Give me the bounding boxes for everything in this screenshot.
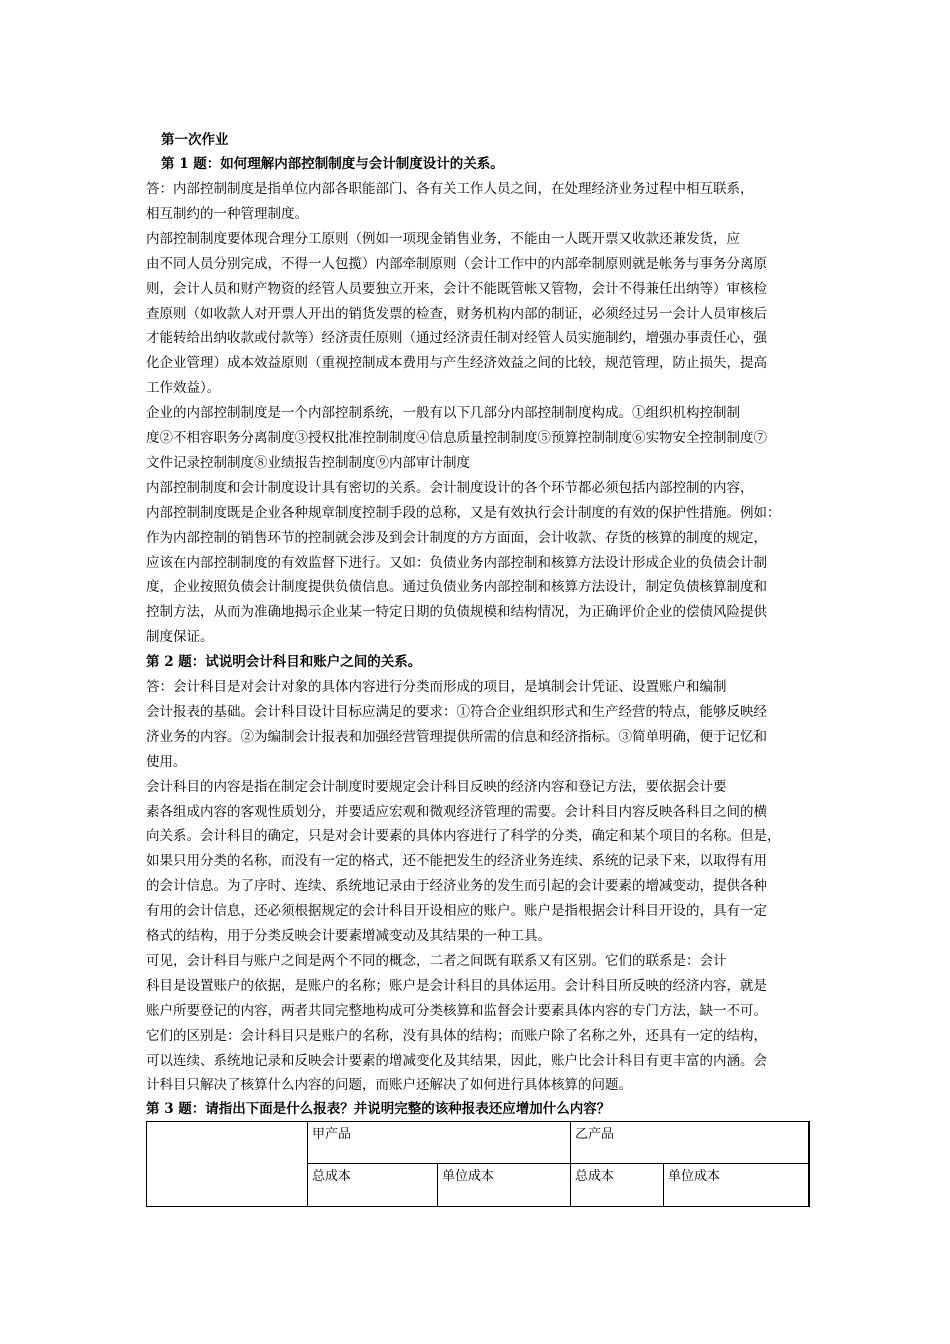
- table-subheader-unit-cost-b: 单位成本: [663, 1163, 810, 1207]
- table-subheader-total-cost-a: 总成本: [307, 1163, 438, 1207]
- answer-text-line: 内部控制制度要体现合理分工原则（例如一项现金销售业务，不能由一人既开票又收款还兼发货，应: [146, 230, 740, 247]
- answer-text-line: 作为内部控制的销售环节的控制就会涉及到会计制度的方方面面，会计收款、存货的核算的制度的规定，: [146, 529, 767, 546]
- answer-text-line: 制度保证。: [146, 629, 214, 646]
- answer-text-line: 由不同人员分别完成，不得一人包揽）内部牵制原则（会计工作中的内部牵制原则就是帐务与事务分离原: [146, 255, 767, 272]
- answer-text-line: 如果只用分类的名称，而没有一定的格式，还不能把发生的经济业务连续、系统的记录下来，以取得有用: [146, 853, 767, 870]
- document-title: 第一次作业: [161, 132, 229, 148]
- answer-text-line: 答：会计科目是对会计对象的具体内容进行分类而形成的项目，是填制会计凭证、设置账户和编制: [146, 679, 727, 695]
- answer-text-line: 会计报表的基础。会计科目设计目标应满足的要求：①符合企业组织形式和生产经营的特点，能够反映经: [146, 703, 767, 720]
- answer-text-line: 度，企业按照负债会计制度提供负债信息。通过负债业务内部控制和核算方法设计，制定负债核算制度和: [146, 579, 767, 596]
- answer-text-line: 内部控制制度和会计制度设计具有密切的关系。会计制度设计的各个环节都必须包括内部控制的内容，: [146, 479, 754, 496]
- answer-text-line: 控制方法，从而为准确地揭示企业某一特定日期的负债规模和结构情况，为正确评价企业的偿债风险提供: [146, 604, 767, 621]
- answer-text-line: 工作效益）。: [146, 380, 221, 397]
- answer-text-line: 可见，会计科目与账户之间是两个不同的概念，二者之间既有联系又有区别。它们的联系是：会计: [146, 952, 727, 969]
- answer-text-line: 素各组成内容的客观性质划分，并要适应宏观和微观经济管理的需要。会计科目内容反映各科目之间的横: [146, 803, 767, 820]
- answer-text-line: 可以连续、系统地记录和反映会计要素的增减变化及其结果，因此，账户比会计科目有更丰富的内涵。会: [146, 1052, 767, 1069]
- answer-text-line: 则，会计人员和财产物资的经管人员要独立开来，会计不能既管帐又管物，会计不得兼任出纳等）审核检: [146, 280, 767, 297]
- table-header-product-b: 乙产品: [570, 1121, 810, 1164]
- question-3-title: 第 3 题：请指出下面是什么报表？并说明完整的该种报表还应增加什么内容？: [146, 1101, 611, 1117]
- answer-text-line: 科目是设置账户的依据，是账户的名称；账户是会计科目的具体运用。会计科目所反映的经济内容，就是: [146, 977, 767, 994]
- answer-text-line: 文件记录控制制度⑧业绩报告控制制度⑨内部审计制度: [146, 454, 470, 471]
- answer-text-line: 内部控制制度既是企业各种规章制度控制手段的总称，又是有效执行会计制度的有效的保护性措施。例如：: [146, 504, 781, 521]
- answer-text-line: 相互制约的一种管理制度。: [146, 205, 308, 222]
- answer-text-line: 度②不相容职务分离制度③授权批准控制制度④信息质量控制制度⑤预算控制制度⑥实物安全控制制度⑦: [146, 430, 767, 446]
- answer-text-line: 的会计信息。为了序时、连续、系统地记录由于经济业务的发生而引起的会计要素的增减变动，提供各种: [146, 878, 767, 895]
- table-row-header-cell: [146, 1121, 308, 1207]
- answer-text-line: 应该在内部控制制度的有效监督下进行。又如：负债业务内部控制和核算方法设计形成企业的负债会计制: [146, 554, 767, 571]
- answer-text-line: 查原则（如收款人对开票人开出的销货发票的检查，财务机构内部的制证，必须经过另一会计人员审核后: [146, 305, 767, 322]
- answer-text-line: 计科目只解决了核算什么内容的问题，而账户还解决了如何进行具体核算的问题。: [146, 1077, 632, 1094]
- table-header-product-a: 甲产品: [307, 1121, 571, 1164]
- answer-text-line: 答：内部控制制度是指单位内部各职能部门、各有关工作人员之间，在处理经济业务过程中相互联系，: [146, 181, 754, 197]
- cost-table: [146, 1121, 809, 1207]
- answer-text-line: 企业的内部控制制度是一个内部控制系统，一般有以下几部分内部控制制度构成。①组织机构控制制: [146, 405, 740, 422]
- answer-text-line: 化企业管理）成本效益原则（重视控制成本费用与产生经济效益之间的比较，规范管理，防止损失，提高: [146, 355, 767, 372]
- table-subheader-total-cost-b: 总成本: [570, 1163, 664, 1207]
- answer-text-line: 向关系。会计科目的确定，只是对会计要素的具体内容进行了科学的分类，确定和某个项目的名称。但是，: [146, 828, 781, 845]
- table-subheader-unit-cost-a: 单位成本: [437, 1163, 571, 1207]
- answer-text-line: 使用。: [146, 753, 187, 770]
- answer-text-line: 它们的区别是：会计科目只是账户的名称，没有具体的结构；而账户除了名称之外，还具有一定的结构，: [146, 1027, 767, 1044]
- answer-text-line: 才能转给出纳收款或付款等）经济责任原则（通过经济责任制对经管人员实施制约，增强办事责任心，强: [146, 330, 767, 347]
- question-1-title: 第 1 题：如何理解内部控制制度与会计制度设计的关系。: [161, 156, 504, 172]
- question-2-title: 第 2 题：试说明会计科目和账户之间的关系。: [146, 654, 422, 670]
- answer-text-line: 济业务的内容。②为编制会计报表和加强经营管理提供所需的信息和经济指标。③简单明确，便于记忆和: [146, 728, 767, 745]
- answer-text-line: 账户所要登记的内容，两者共同完整地构成可分类核算和监督会计要素具体内容的专门方法，缺一不可。: [146, 1002, 767, 1019]
- answer-text-line: 格式的结构，用于分类反映会计要素增减变动及其结果的一种工具。: [146, 928, 551, 944]
- answer-text-line: 会计科目的内容是指在制定会计制度时要规定会计科目反映的经济内容和登记方法，要依据会计要: [146, 778, 727, 795]
- answer-text-line: 有用的会计信息，还必须根据规定的会计科目开设相应的账户。账户是指根据会计科目开设的，具有一定: [146, 903, 767, 920]
